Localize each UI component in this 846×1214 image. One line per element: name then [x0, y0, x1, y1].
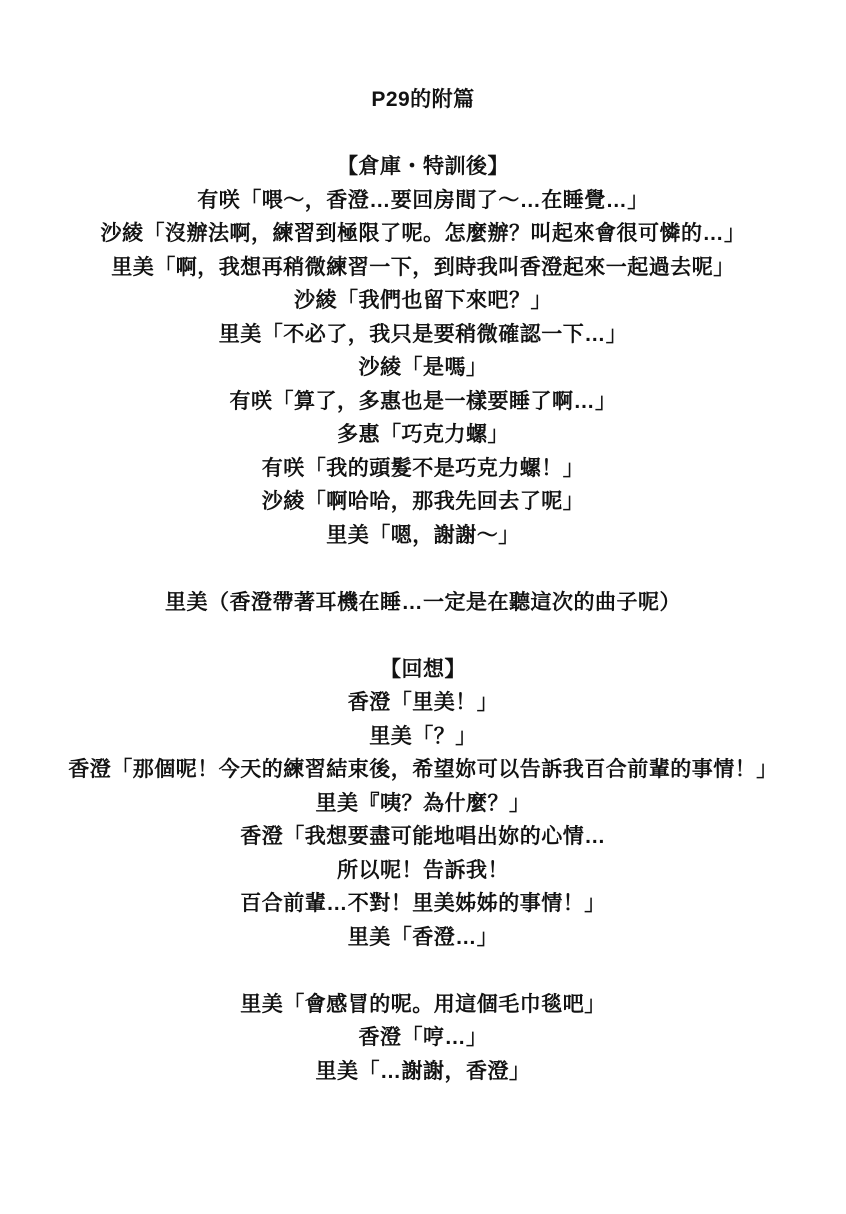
- blank-line: [0, 117, 846, 151]
- dialogue-line: 里美「不必了，我只是要稍微確認一下…」: [218, 322, 628, 346]
- blank-line: [0, 954, 846, 988]
- blank-line: [0, 619, 846, 653]
- dialogue-line: 香澄「哼…」: [358, 1026, 488, 1049]
- dialogue-line: 里美「會感冒的呢。用這個毛巾毯吧」: [240, 992, 606, 1016]
- dialogue-line: 有咲「算了，多惠也是一樣要睡了啊…」: [229, 389, 617, 413]
- dialogue-line: 里美「啊，我想再稍微練習一下，到時我叫香澄起來一起過去呢」: [111, 255, 735, 279]
- dialogue-line: 所以呢！告訴我！: [337, 858, 509, 882]
- dialogue-line: 沙綾「是嗎」: [358, 356, 488, 379]
- page-title: P29的附篇: [371, 88, 475, 111]
- dialogue-line: 沙綾「沒辦法啊，練習到極限了呢。怎麼辦？叫起來會很可憐的…」: [100, 222, 746, 245]
- dialogue-line: 多惠「巧克力螺」: [337, 423, 509, 446]
- dialogue-line: 香澄「那個呢！今天的練習結束後，希望妳可以告訴我百合前輩的事情！」: [68, 758, 778, 781]
- dialogue-line: 里美「…謝謝，香澄」: [315, 1059, 531, 1083]
- dialogue-line: 里美「香澄…」: [347, 925, 499, 949]
- dialogue-line: 有咲「喂～，香澄…要回房間了～…在睡覺…」: [197, 188, 649, 212]
- dialogue-line: 有咲「我的頭髮不是巧克力螺！」: [261, 456, 585, 480]
- dialogue-line: 香澄「我想要盡可能地唱出妳的心情…: [240, 825, 606, 848]
- dialogue-line: 里美「嗯，謝謝～」: [326, 523, 520, 547]
- blank-line: [0, 552, 846, 586]
- section-header: 【回想】: [380, 657, 466, 681]
- dialogue-line: 沙綾「啊哈哈，那我先回去了呢」: [261, 490, 585, 513]
- dialogue-line: 百合前輩…不對！里美姊姊的事情！」: [240, 892, 606, 915]
- dialogue-line: 沙綾「我們也留下來吧？」: [294, 289, 552, 312]
- dialogue-line: 香澄「里美！」: [347, 691, 499, 714]
- dialogue-line: 里美『咦？為什麼？」: [315, 791, 531, 815]
- dialogue-line: 里美（香澄帶著耳機在睡…一定是在聽這次的曲子呢）: [165, 590, 681, 614]
- section-header: 【倉庫・特訓後】: [337, 155, 509, 178]
- dialogue-line: 里美「？」: [369, 724, 477, 748]
